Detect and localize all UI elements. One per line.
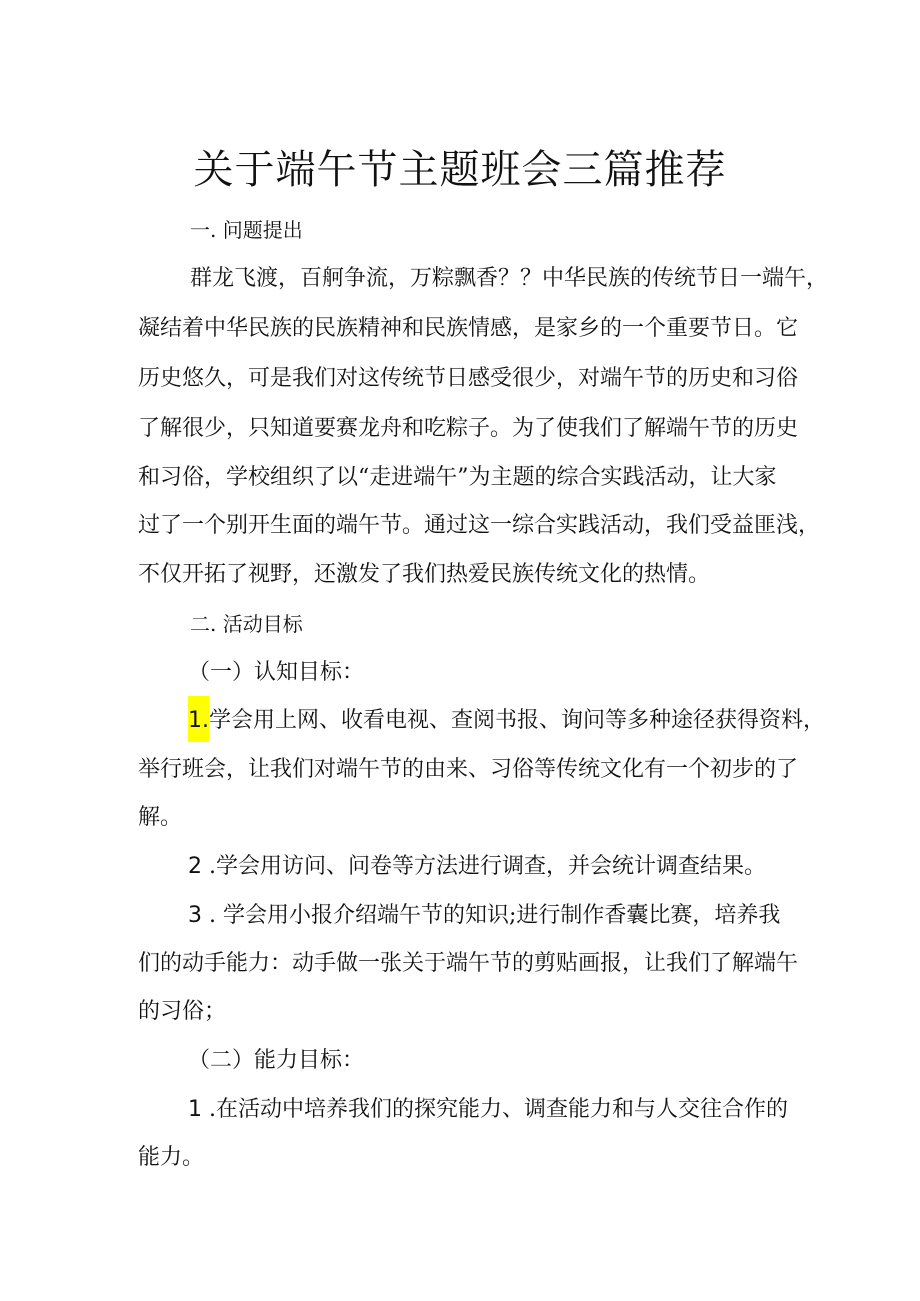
paragraph-line: 群龙飞渡，百舸争流，万粽飘香？？中华民族的传统节日一端午， — [190, 266, 829, 291]
list-item-line — [188, 852, 766, 882]
list-number: 3 — [188, 903, 202, 928]
list-item-line: 的习俗； — [138, 999, 227, 1024]
section-heading-problem: 一. 问题提出 — [190, 218, 303, 242]
list-item-line — [188, 706, 825, 742]
list-item-line: 们的动手能力：动手做一张关于端午节的剪贴画报，让我们了解端午 — [138, 951, 799, 976]
list-number: 2 — [188, 854, 202, 879]
list-item-line — [188, 1095, 788, 1125]
list-item-text: .在活动中培养我们的探究能力、调查能力和与人交往合作的 — [209, 1097, 788, 1122]
list-item-text: 学会用上网、收看电视、查阅书报、询问等多种途径获得资料， — [209, 708, 826, 733]
list-item-line: 举行班会，让我们对端午节的由来、习俗等传统文化有一个初步的了 — [138, 757, 799, 782]
list-number: 1 — [188, 1097, 202, 1122]
paragraph-line: 和习俗，学校组织了以“走进端午”为主题的综合实践活动，让大家 — [138, 465, 777, 490]
highlighted-number: 1. — [188, 696, 209, 742]
paragraph-line: 历史悠久，可是我们对这传统节日感受很少，对端午节的历史和习俗 — [138, 366, 799, 391]
paragraph-line: 凝结着中华民族的民族精神和民族情感，是家乡的一个重要节日。它 — [138, 316, 799, 341]
list-item-text: . 学会用小报介绍端午节的知识;进行制作香囊比赛，培养我 — [209, 903, 781, 928]
list-item-line: 解。 — [138, 805, 183, 830]
list-item-line — [188, 901, 780, 931]
paragraph-line: 过了一个别开生面的端午节。通过这一综合实践活动，我们受益匪浅， — [138, 513, 821, 538]
subsection-heading-cognitive: （一）认知目标： — [188, 660, 365, 685]
list-item-text: .学会用访问、问卷等方法进行调查，并会统计调查结果。 — [209, 854, 766, 879]
document-title: 关于端午节主题班会三篇推荐 — [193, 147, 727, 193]
paragraph-line: 不仅开拓了视野，还激发了我们热爱民族传统文化的热情。 — [138, 562, 711, 587]
section-heading-goals: 二. 活动目标 — [190, 612, 303, 636]
subsection-heading-ability: （二）能力目标： — [188, 1048, 365, 1073]
list-item-line: 能力。 — [138, 1145, 205, 1170]
paragraph-line: 了解很少，只知道要赛龙舟和吃粽子。为了使我们了解端午节的历史 — [138, 416, 799, 441]
